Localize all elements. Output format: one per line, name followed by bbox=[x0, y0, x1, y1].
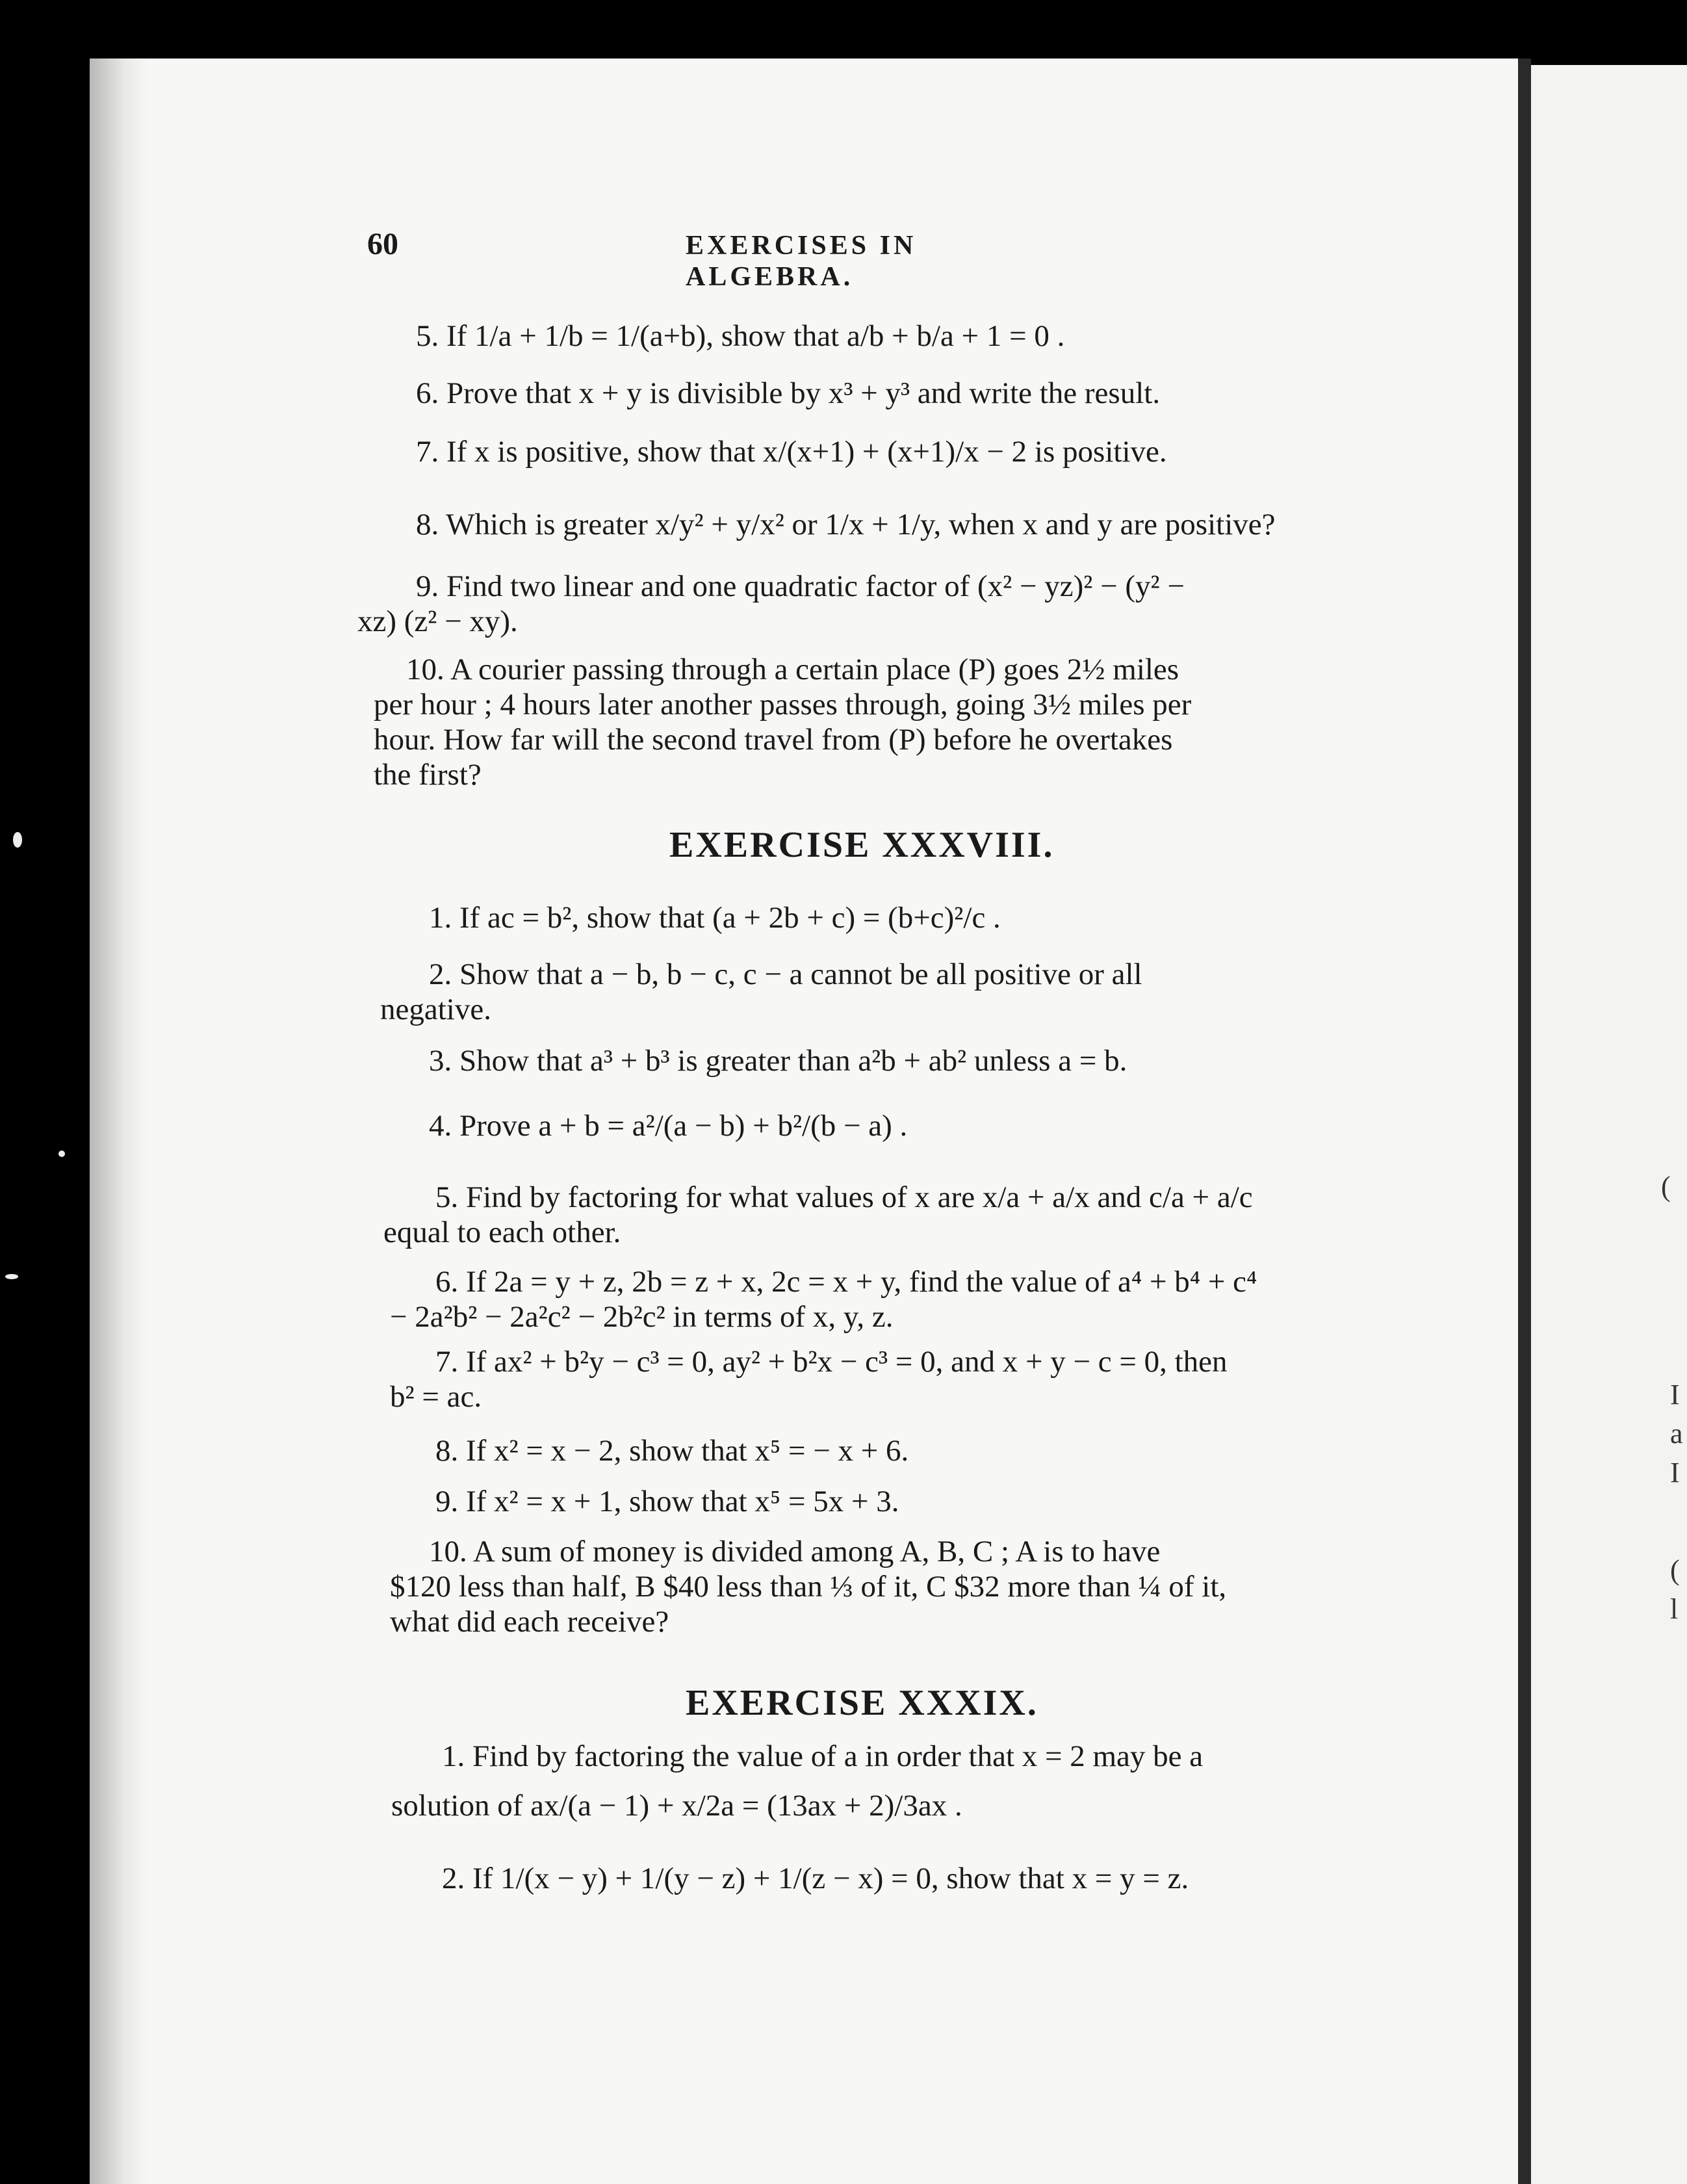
ex39-problem-2: 2. If 1/(x − y) + 1/(y − z) + 1/(z − x) = 0, show that x = y = z. bbox=[442, 1862, 1189, 1895]
adjacent-page-glyph: l bbox=[1670, 1593, 1679, 1625]
ex38-problem-7: 7. If ax² + b²y − c³ = 0, ay² + b²x − c³ = 0, and x + y − c = 0, then b² = ac. bbox=[390, 1345, 1228, 1414]
problem-9: 9. Find two linear and one quadratic factor of (x² − yz)² − (y² − xz) (z² − xy). bbox=[357, 569, 1185, 638]
ex38-problem-2: 2. Show that a − b, b − c, c − a cannot be all positive or all negative. bbox=[380, 957, 1142, 1026]
page-header bbox=[367, 226, 1082, 292]
problem-10: 10. A courier passing through a certain place (P) goes 2½ miles per hour ; 4 hours later another passes through, going 3½ miles per hour. How far will the second travel from (P) before he overtakes the first? bbox=[374, 653, 1192, 792]
page-gutter bbox=[1518, 58, 1531, 2184]
scan-speck bbox=[13, 832, 22, 848]
ex38-problem-10: 10. A sum of money is divided among A, B, C ; A is to have $120 less than half, B $40 less than ⅓ of it, C $32 more than ¼ of it, what did each receive? bbox=[390, 1535, 1227, 1639]
adjacent-page-edge bbox=[1531, 65, 1687, 2184]
exercise-38-title: EXERCISE XXXVIII. bbox=[669, 825, 1055, 865]
running-title: EXERCISES IN ALGEBRA. bbox=[686, 231, 917, 292]
ex38-problem-1: 1. If ac = b², show that (a + 2b + c) = (b+c)²/c . bbox=[429, 901, 1001, 935]
adjacent-page-glyph: ( bbox=[1661, 1171, 1671, 1202]
problem-8: 8. Which is greater x/y² + y/x² or 1/x + 1/y, when x and y are positive? bbox=[416, 508, 1276, 541]
adjacent-page-glyph: I bbox=[1670, 1379, 1680, 1410]
exercise-39-title: EXERCISE XXXIX. bbox=[686, 1683, 1038, 1723]
page-number: 60 bbox=[367, 227, 398, 261]
ex38-problem-9: 9. If x² = x + 1, show that x⁵ = 5x + 3. bbox=[435, 1485, 899, 1518]
adjacent-page-glyph: I bbox=[1670, 1457, 1680, 1488]
ex38-problem-4: 4. Prove a + b = a²/(a − b) + b²/(b − a) . bbox=[429, 1109, 908, 1143]
ex38-problem-3: 3. Show that a³ + b³ is greater than a²b + ab² unless a = b. bbox=[429, 1044, 1127, 1078]
ex38-problem-5: 5. Find by factoring for what values of x are x/a + a/x and c/a + a/c equal to each other. bbox=[383, 1180, 1253, 1249]
problem-7: 7. If x is positive, show that x/(x+1) + (x+1)/x − 2 is positive. bbox=[416, 435, 1167, 469]
problem-5: 5. If 1/a + 1/b = 1/(a+b), show that a/b + b/a + 1 = 0 . bbox=[416, 319, 1065, 353]
scan-speck bbox=[5, 1274, 18, 1279]
page-binding-shadow bbox=[90, 58, 148, 2184]
adjacent-page-glyph: a bbox=[1670, 1418, 1683, 1450]
ex38-problem-6: 6. If 2a = y + z, 2b = z + x, 2c = x + y, find the value of a⁴ + b⁴ + c⁴ − 2a²b² − 2a²c² − 2b²c² in terms of x, y, z. bbox=[390, 1265, 1257, 1334]
ex39-problem-1: 1. Find by factoring the value of a in order that x = 2 may be a solution of ax/(a − 1) + x/2a = (13ax + 2)/3ax . bbox=[391, 1739, 1204, 1823]
ex38-problem-8: 8. If x² = x − 2, show that x⁵ = − x + 6. bbox=[435, 1434, 909, 1468]
scan-speck bbox=[58, 1150, 65, 1157]
adjacent-page-glyph: ( bbox=[1670, 1554, 1680, 1586]
problem-6: 6. Prove that x + y is divisible by x³ + y³ and write the result. bbox=[416, 376, 1161, 410]
